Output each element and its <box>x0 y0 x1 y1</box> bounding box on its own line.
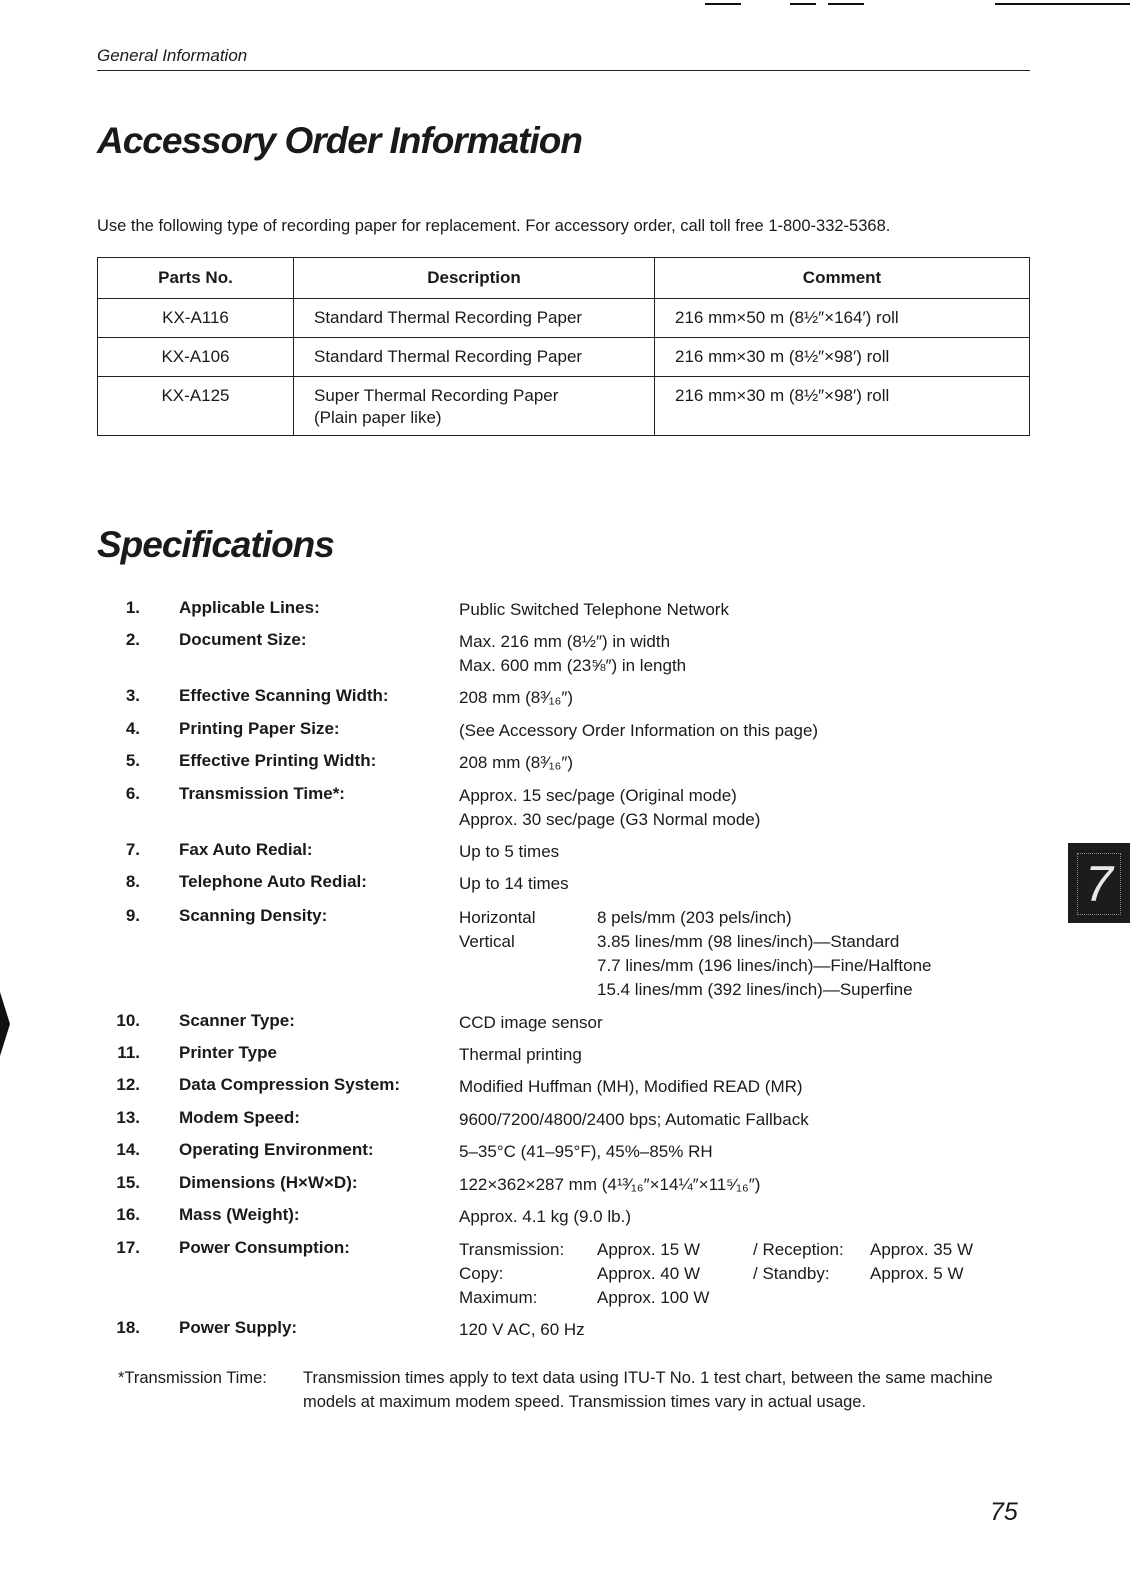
spec-label: Scanning Density: <box>179 906 328 925</box>
spec-value <box>459 598 729 622</box>
power-consumption-values <box>459 1238 973 1310</box>
spec-label: Applicable Lines: <box>179 598 320 617</box>
power-value: Approx. 35 W <box>870 1240 973 1259</box>
spec-label: Mass (Weight): <box>179 1205 300 1224</box>
part-number: KX-A125 <box>98 377 294 436</box>
spec-label: Printer Type <box>179 1043 277 1062</box>
spec-number: 14. <box>116 1140 140 1159</box>
footnote-label: *Transmission Time: <box>118 1369 267 1387</box>
spec-value-line: Public Switched Telephone Network <box>459 600 729 619</box>
density-axis-label: Vertical <box>459 932 515 951</box>
spec-value-line: 5–35°C (41–95°F), 45%–85% RH <box>459 1142 713 1161</box>
spec-number: 1. <box>125 598 140 617</box>
density-value: 15.4 lines/mm (392 lines/inch)—Superfine <box>597 980 913 999</box>
density-axis-label: Horizontal <box>459 908 536 927</box>
spec-number: 12. <box>116 1075 140 1094</box>
spec-value-line: Max. 600 mm (23⅝″) in length <box>459 656 687 675</box>
spec-label: Printing Paper Size: <box>179 719 340 738</box>
spec-number: 8. <box>125 872 140 891</box>
spec-value-line: Approx. 30 sec/page (G3 Normal mode) <box>459 810 761 829</box>
spec-number: 17. <box>116 1238 140 1257</box>
running-header: General Information <box>97 46 1030 71</box>
power-mode-label: Maximum: <box>459 1288 538 1307</box>
description <box>294 377 655 436</box>
description: Standard Thermal Recording Paper <box>294 299 655 338</box>
description-line: (Plain paper like) <box>314 408 442 427</box>
page-number: 75 <box>990 1498 1018 1526</box>
spec-number: 13. <box>116 1108 140 1127</box>
spec-value-line: Max. 216 mm (8½″) in width <box>459 632 671 651</box>
top-crop-marks <box>0 0 1130 6</box>
part-number: KX-A106 <box>98 338 294 377</box>
power-value: Approx. 40 W <box>597 1264 700 1283</box>
spec-value <box>459 630 686 678</box>
spec-value <box>459 719 818 743</box>
specifications-title: Specifications <box>97 524 334 565</box>
comment: 216 mm×50 m (8½″×164′) roll <box>655 299 1030 338</box>
table-row <box>98 377 1030 436</box>
spec-number: 4. <box>125 719 140 738</box>
power-mode-label: Copy: <box>459 1264 504 1283</box>
spec-label: Document Size: <box>179 630 307 649</box>
chapter-number: 7 <box>1077 853 1121 915</box>
spec-value <box>459 1043 582 1067</box>
spec-value-line: Modified Huffman (MH), Modified READ (MR) <box>459 1077 803 1096</box>
spec-number: 7. <box>125 840 140 859</box>
spec-value <box>459 840 559 864</box>
description-line: Super Thermal Recording Paper <box>314 386 559 405</box>
spec-label: Modem Speed: <box>179 1108 300 1127</box>
spec-label: Dimensions (H×W×D): <box>179 1173 358 1192</box>
spec-label: Power Consumption: <box>179 1238 350 1257</box>
density-value: 7.7 lines/mm (196 lines/inch)—Fine/Halftone <box>597 956 932 975</box>
power-value: Approx. 100 W <box>597 1288 710 1307</box>
power-value: Approx. 5 W <box>870 1264 964 1283</box>
spec-value <box>459 1140 713 1164</box>
spec-value-line: 120 V AC, 60 Hz <box>459 1320 585 1339</box>
spec-value-line: CCD image sensor <box>459 1013 603 1032</box>
spec-value-line: 122×362×287 mm (4¹³⁄₁₆″×14¼″×11⁵⁄₁₆″) <box>459 1175 761 1194</box>
scanning-density-values <box>459 906 931 1002</box>
power-mode-label: Transmission: <box>459 1240 565 1259</box>
spec-number: 6. <box>125 784 140 803</box>
spec-value <box>459 1173 760 1197</box>
spec-number: 3. <box>125 686 140 705</box>
chapter-tab <box>1068 843 1130 923</box>
spec-label: Power Supply: <box>179 1318 298 1337</box>
comment: 216 mm×30 m (8½″×98′) roll <box>655 377 1030 436</box>
spec-value-line: Up to 14 times <box>459 874 569 893</box>
density-value: 3.85 lines/mm (98 lines/inch)—Standard <box>597 932 900 951</box>
density-value: 8 pels/mm (203 pels/inch) <box>597 908 792 927</box>
spec-value-line: (See Accessory Order Information on this page) <box>459 721 819 740</box>
spec-number: 10. <box>116 1011 140 1030</box>
spec-number: 16. <box>116 1205 140 1224</box>
spec-label: Fax Auto Redial: <box>179 840 313 859</box>
power-mode-label: / Standby: <box>753 1264 830 1283</box>
spec-number: 2. <box>125 630 140 649</box>
spec-value-line: Up to 5 times <box>459 842 560 861</box>
spec-number: 11. <box>117 1043 140 1062</box>
accessory-intro: Use the following type of recording paper for replacement. For accessory order, call toll free 1-800-332-5368. <box>97 217 891 235</box>
column-header: Description <box>294 258 655 299</box>
spec-label: Telephone Auto Redial: <box>179 872 367 891</box>
spec-label: Operating Environment: <box>179 1140 374 1159</box>
column-header: Comment <box>655 258 1030 299</box>
spec-value-line: 208 mm (8³⁄₁₆″) <box>459 688 574 707</box>
table-header-row <box>98 258 1030 299</box>
spec-value <box>459 1205 631 1229</box>
spec-value <box>459 1011 603 1035</box>
spec-value <box>459 751 573 775</box>
comment: 216 mm×30 m (8½″×98′) roll <box>655 338 1030 377</box>
spec-value <box>459 686 573 710</box>
spec-value <box>459 1075 803 1099</box>
spec-label: Transmission Time*: <box>179 784 345 803</box>
spec-value-line: Approx. 4.1 kg (9.0 lb.) <box>459 1207 631 1226</box>
accessory-table <box>97 257 1030 436</box>
spec-value-line: Approx. 15 sec/page (Original mode) <box>459 786 737 805</box>
footnote-text: Transmission times apply to text data using ITU-T No. 1 test chart, between the same machine models at maximum modem speed. Transmission times vary in actual usage. <box>303 1369 993 1411</box>
spec-value-line: 9600/7200/4800/2400 bps; Automatic Fallback <box>459 1110 809 1129</box>
spec-label: Effective Printing Width: <box>179 751 377 770</box>
spec-value <box>459 1108 809 1132</box>
power-mode-label: / Reception: <box>753 1240 844 1259</box>
spec-value-line: Thermal printing <box>459 1045 582 1064</box>
spec-value-line: 208 mm (8³⁄₁₆″) <box>459 753 574 772</box>
spec-number: 9. <box>125 906 140 925</box>
part-number: KX-A116 <box>98 299 294 338</box>
spec-number: 18. <box>116 1318 140 1337</box>
page-edge-marker <box>0 992 10 1056</box>
column-header: Parts No. <box>98 258 294 299</box>
spec-number: 5. <box>125 751 140 770</box>
spec-value <box>459 1318 585 1342</box>
accessory-title: Accessory Order Information <box>97 120 582 161</box>
spec-label: Scanner Type: <box>179 1011 295 1030</box>
table-row <box>98 299 1030 338</box>
power-value: Approx. 15 W <box>597 1240 700 1259</box>
table-row <box>98 338 1030 377</box>
spec-label: Effective Scanning Width: <box>179 686 389 705</box>
description: Standard Thermal Recording Paper <box>294 338 655 377</box>
spec-value <box>459 784 760 832</box>
spec-label: Data Compression System: <box>179 1075 401 1094</box>
spec-number: 15. <box>116 1173 140 1192</box>
spec-value <box>459 872 569 896</box>
